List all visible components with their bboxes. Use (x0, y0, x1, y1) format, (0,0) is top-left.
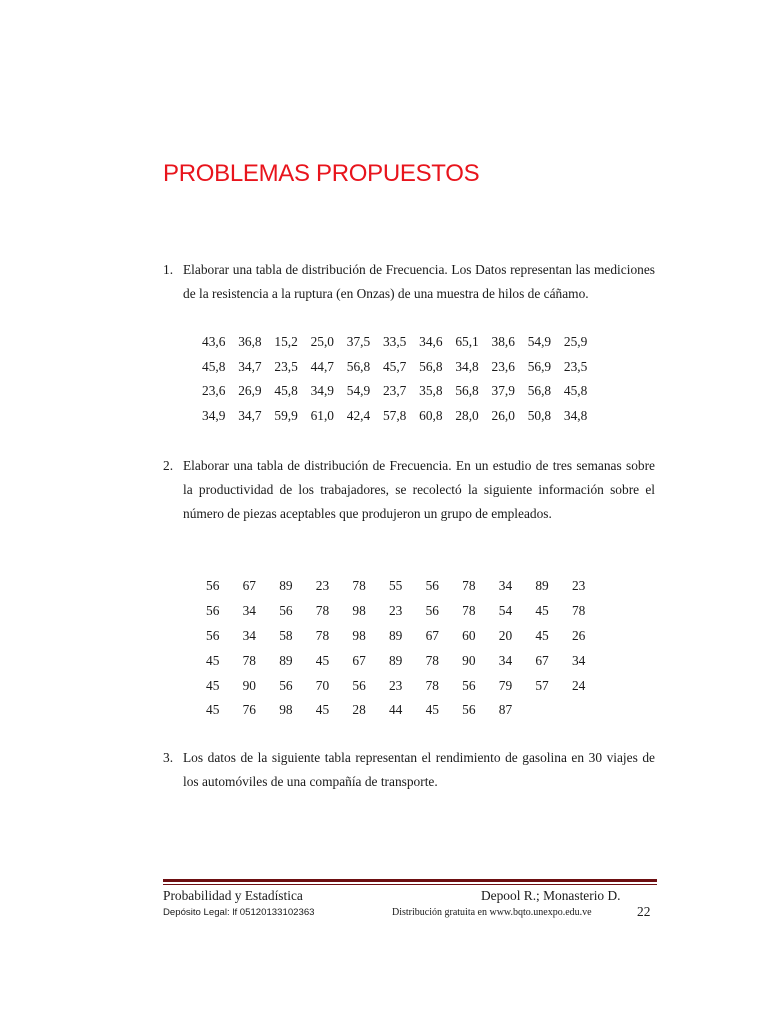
table-cell: 78 (425, 652, 439, 668)
problem-number: 3. (163, 750, 174, 765)
table-cell: 23,5 (274, 358, 298, 374)
table-cell: 78 (352, 578, 366, 594)
table-cell: 24 (571, 677, 586, 693)
data-table-1 (202, 330, 600, 428)
table-cell: 78 (571, 603, 586, 619)
table-cell: 76 (242, 702, 256, 718)
footer-authors: Depool R.; Monasterio D. (481, 888, 621, 903)
table-cell: 98 (352, 627, 366, 643)
table-cell: 23,6 (202, 383, 226, 399)
table-cell: 78 (462, 578, 476, 594)
table-cell: 44,7 (310, 358, 334, 374)
problem-1 (163, 258, 655, 306)
table-cell: 59,9 (274, 407, 298, 423)
table-cell: 34,7 (238, 407, 262, 423)
table-cell: 38,6 (491, 334, 515, 350)
table-cell: 34,6 (419, 334, 443, 350)
table-row (202, 330, 600, 355)
table-cell: 34,7 (238, 358, 262, 374)
table-cell: 34 (498, 578, 513, 594)
table-cell: 43,6 (202, 334, 226, 350)
table-cell: 87 (498, 702, 513, 718)
table-cell: 15,2 (274, 334, 298, 350)
table-cell: 56 (279, 603, 293, 619)
footer-legal: Depósito Legal: lf 05120133102363 (163, 907, 315, 918)
table-cell: 34 (242, 603, 256, 619)
table-cell: 45 (535, 627, 549, 643)
table-cell: 20 (498, 627, 513, 643)
table-cell: 56 (279, 677, 293, 693)
page-title: PROBLEMAS PROPUESTOS (163, 160, 480, 187)
table-cell: 23,5 (563, 358, 588, 374)
table-cell: 45 (206, 702, 220, 718)
table-cell: 67 (425, 627, 439, 643)
table-cell: 56,9 (527, 358, 552, 374)
table-cell: 56 (206, 603, 220, 619)
table-cell: 54,9 (527, 334, 552, 350)
table-cell: 23 (315, 578, 330, 594)
table-cell: 35,8 (419, 383, 443, 399)
table-cell: 45 (206, 677, 220, 693)
table-cell: 45 (425, 702, 439, 718)
table-cell: 25,0 (310, 334, 334, 350)
table-cell: 78 (242, 652, 256, 668)
table-cell: 70 (315, 677, 330, 693)
table-cell: 89 (388, 627, 403, 643)
table-cell: 26,9 (238, 383, 262, 399)
table-cell: 54,9 (346, 383, 371, 399)
table-cell: 23,7 (382, 383, 407, 399)
table-row (206, 673, 609, 698)
table-cell: 57 (535, 677, 549, 693)
table-cell: 56,8 (455, 383, 479, 399)
table-row (206, 698, 609, 723)
table-cell: 45 (206, 652, 220, 668)
table-cell: 23 (388, 603, 403, 619)
table-cell: 56 (462, 677, 476, 693)
table-cell: 45 (535, 603, 549, 619)
table-cell: 56 (352, 677, 366, 693)
table-row (206, 599, 609, 624)
problem-number: 1. (163, 262, 174, 277)
table-cell: 56,8 (527, 383, 552, 399)
table-cell: 45,8 (202, 358, 226, 374)
table-row (206, 624, 609, 649)
table-cell: 54 (498, 603, 513, 619)
problem-text: Elaborar una tabla de distribución de Frecuencia. En un estudio de tres semanas sobre la productividad de los trabajadores, se recolectó la siguiente información sobre el número de piezas aceptables que produjeron un grupo de empleados. (183, 458, 655, 521)
table-row (202, 355, 600, 380)
table-cell: 34 (498, 652, 513, 668)
table-cell: 61,0 (310, 407, 334, 423)
table-cell: 56 (425, 603, 439, 619)
table-cell: 45,8 (274, 383, 298, 399)
table-cell: 56 (462, 702, 476, 718)
table-cell: 90 (462, 652, 476, 668)
table-cell: 23 (571, 578, 586, 594)
table-cell: 60 (462, 627, 476, 643)
table-cell: 56,8 (346, 358, 371, 374)
table-cell: 98 (279, 702, 293, 718)
table-cell: 60,8 (419, 407, 443, 423)
table-cell: 56 (425, 578, 439, 594)
table-cell: 23,6 (491, 358, 515, 374)
table-row (202, 404, 600, 429)
table-cell: 33,5 (382, 334, 407, 350)
problem-2 (163, 454, 655, 526)
table-cell: 58 (279, 627, 293, 643)
table-cell: 45,7 (382, 358, 407, 374)
table-cell: 98 (352, 603, 366, 619)
problem-text: Elaborar una tabla de distribución de Frecuencia. Los Datos representan las mediciones de la resistencia a la ruptura (en Onzas) de una muestra de hilos de cáñamo. (183, 262, 655, 301)
table-cell: 89 (279, 652, 293, 668)
table-cell: 67 (352, 652, 366, 668)
table-cell: 34,9 (310, 383, 334, 399)
page-number: 22 (637, 904, 651, 919)
table-cell: 67 (535, 652, 549, 668)
table-cell: 34 (571, 652, 586, 668)
footer-rule (163, 879, 657, 882)
table-cell: 90 (242, 677, 256, 693)
table-cell: 42,4 (346, 407, 371, 423)
problem-text: Los datos de la siguiente tabla representan el rendimiento de gasolina en 30 viajes de los automóviles de una compañía de transporte. (183, 750, 655, 789)
table-cell: 56 (206, 578, 220, 594)
table-cell: 89 (535, 578, 549, 594)
table-cell: 26,0 (491, 407, 515, 423)
table-cell: 25,9 (563, 334, 588, 350)
table-cell: 78 (425, 677, 439, 693)
table-cell: 44 (388, 702, 403, 718)
problem-number: 2. (163, 458, 174, 473)
table-cell: 23 (388, 677, 403, 693)
table-row (206, 648, 609, 673)
table-cell: 37,9 (491, 383, 515, 399)
table-cell: 79 (498, 677, 513, 693)
data-table-2 (206, 574, 609, 723)
problem-3 (163, 746, 655, 794)
table-row (206, 574, 609, 599)
table-cell: 67 (242, 578, 256, 594)
footer-distribution: Distribución gratuita en www.bqto.unexpo.edu.ve (392, 907, 592, 918)
table-cell: 37,5 (346, 334, 371, 350)
table-cell: 78 (315, 603, 330, 619)
table-cell: 56 (206, 627, 220, 643)
table-cell: 45 (315, 702, 330, 718)
table-cell: 34,9 (202, 407, 226, 423)
table-cell: 78 (315, 627, 330, 643)
table-cell: 34 (242, 627, 256, 643)
table-cell: 45 (315, 652, 330, 668)
table-cell: 55 (388, 578, 403, 594)
table-cell: 50,8 (527, 407, 552, 423)
table-cell: 28,0 (455, 407, 479, 423)
table-cell: 78 (462, 603, 476, 619)
table-cell: 45,8 (563, 383, 588, 399)
table-cell: 34,8 (563, 407, 588, 423)
table-cell: 56,8 (419, 358, 443, 374)
table-cell: 89 (388, 652, 403, 668)
footer-rule-thin (163, 884, 657, 885)
table-cell: 57,8 (382, 407, 407, 423)
table-row (202, 379, 600, 404)
table-cell: 28 (352, 702, 366, 718)
table-cell: 89 (279, 578, 293, 594)
table-cell: 26 (571, 627, 586, 643)
table-cell: 65,1 (455, 334, 479, 350)
table-cell: 36,8 (238, 334, 262, 350)
table-cell: 34,8 (455, 358, 479, 374)
footer-course: Probabilidad y Estadística (163, 888, 303, 903)
